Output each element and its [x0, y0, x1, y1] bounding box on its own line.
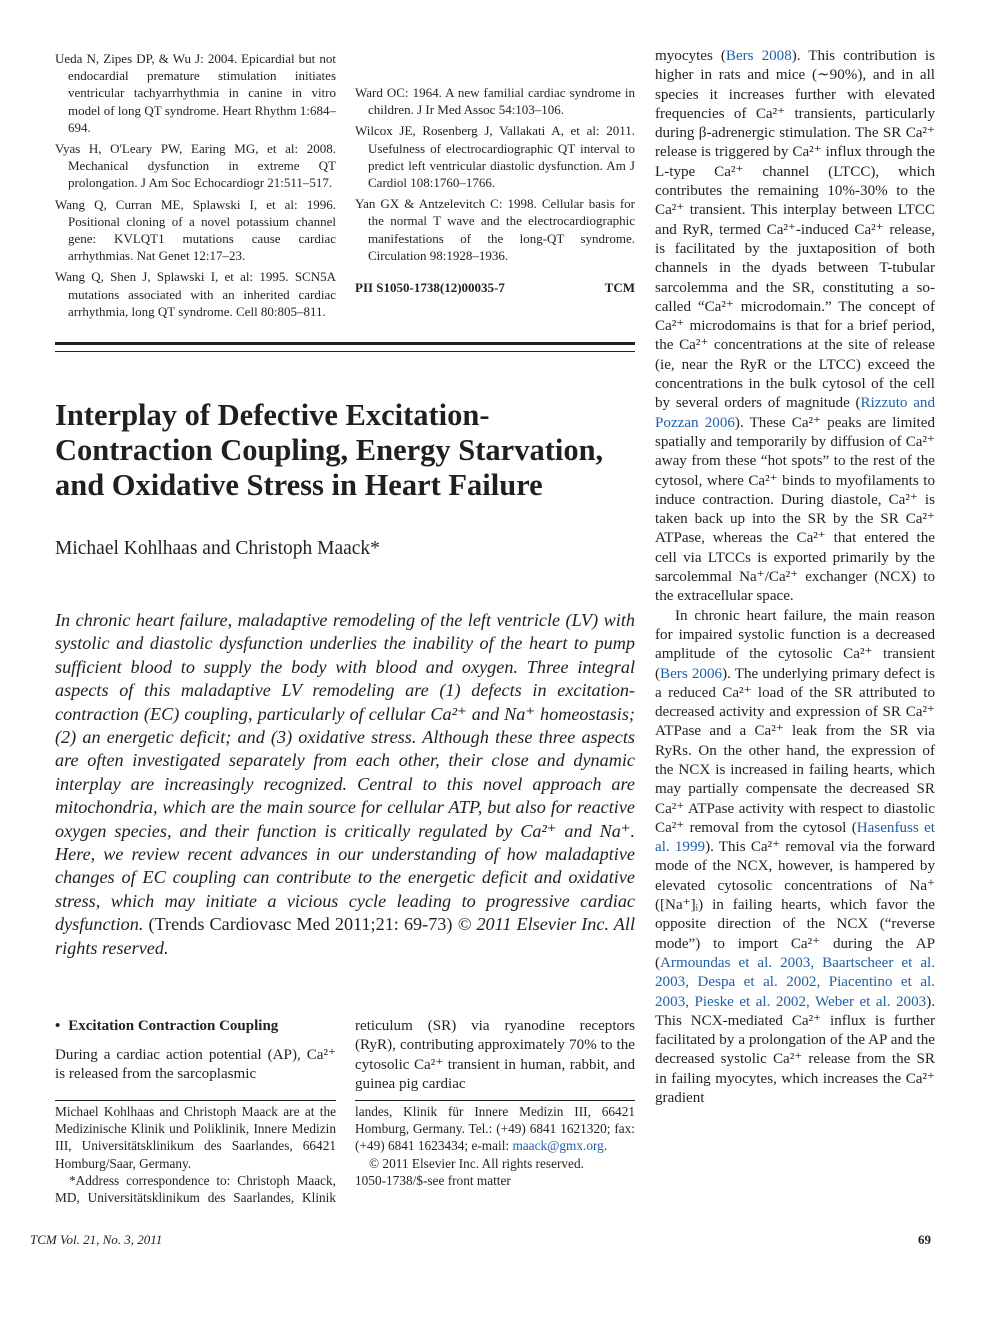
reference-list-col2	[355, 84, 635, 296]
text-run: ). This NCX-mediated Ca²⁺ influx is further facilitated by a prolongation of the AP and the decreased systolic Ca²⁺ release from the SR in failing myocytes, which increases the Ca²⁺ gradient	[655, 993, 935, 1107]
footnote-rule-col2	[355, 1100, 635, 1101]
citation-link[interactable]: Bers 2006	[660, 665, 723, 682]
page-number: 69	[918, 1232, 931, 1247]
reference-item: Wang Q, Shen J, Splawski I, et al: 1995. SCN5A mutations associated with an inherited cardiac arrhythmia, long QT syndrome. Cell 80:805–811.	[55, 269, 336, 319]
footnote-issn: 1050-1738/$-see front matter	[355, 1172, 511, 1188]
reference-item: Ward OC: 1964. A new familial cardiac syndrome in children. J Ir Med Assoc 54:103–106.	[355, 85, 635, 118]
body-paragraph: reticulum (SR) via ryanodine receptors (RyR), contributing approximately 70% to the cytosolic Ca²⁺ transient in human, rabbit, and guinea pig cardiac	[355, 1018, 635, 1092]
abstract-citation: (Trends Cardiovasc Med 2011;21: 69-73)	[148, 914, 453, 935]
article-title: Interplay of Defective Excitation-Contraction Coupling, Energy Starvation, and Oxidative Stress in Heart Failure	[55, 398, 604, 502]
text-run: ). This Ca²⁺ removal via the forward mode of the NCX, however, is hampered by elevated cytosolic concentrations of Na⁺ ([Na⁺]ᵢ) in failing hearts, which favor the opposite direction of the NCX (“reverse mode”) to import Ca²⁺ during the AP (	[655, 839, 935, 971]
journal-footer: TCM Vol. 21, No. 3, 2011	[30, 1232, 163, 1247]
section-divider-thick	[55, 342, 635, 345]
pii-journal: TCM	[604, 280, 635, 296]
footnote-col2	[355, 1103, 635, 1189]
body-paragraph: During a cardiac action potential (AP), Ca²⁺ is released from the sarcoplasmic	[55, 1047, 336, 1083]
pii-code: PII S1050-1738(12)00035-7	[355, 280, 505, 296]
citation-link[interactable]: Hasenfuss et al. 1999	[655, 819, 935, 856]
reference-item: Wang Q, Curran ME, Splawski I, et al: 1996. Positional cloning of a novel potassium channel gene: KVLQT1 mutations cause cardiac arrhythmias. Nat Genet 12:17–23.	[55, 196, 336, 264]
body-col2	[355, 1017, 635, 1094]
reference-item: Yan GX & Antzelevitch C: 1998. Cellular basis for the normal T wave and the electrocardiographic manifestations of the long-QT syndrome. Circulation 98:1928–1936.	[355, 196, 635, 263]
section-heading	[55, 1017, 336, 1036]
email-link[interactable]: maack@gmx.org	[512, 1138, 604, 1154]
text-run: ). The underlying primary defect is a reduced Ca²⁺ load of the SR attributed to decreased activity and expression of SR Ca²⁺ ATPase and a Ca²⁺ leak from the SR via RyRs. On the other hand, the expression of the NCX is increased in failing hearts, which may partially compensate the decreased SR Ca²⁺ ATPase activity with respect to diastolic Ca²⁺ removal from the cytosol (	[655, 665, 935, 836]
article-authors: Michael Kohlhaas and Christoph Maack*	[55, 538, 380, 559]
footnote-affiliation: Michael Kohlhaas and Christoph Maack are at the Medizinische Klinik und Poliklinik, Innere Medizin III, Universitätsklinikum des Saarlandes, 66421 Homburg/Saar, Germany.	[55, 1104, 336, 1171]
footnote-copyright: © 2011 Elsevier Inc. All rights reserved.	[369, 1155, 584, 1171]
text-run: In chronic heart failure, the main reason for impaired systolic function is a decreased amplitude of the cytosolic Ca²⁺ transient (	[655, 607, 935, 682]
pii-line	[355, 280, 635, 296]
bullet-icon: •	[55, 1018, 61, 1034]
body-col1	[55, 1017, 336, 1085]
body-col3	[655, 47, 935, 1108]
reference-list-col1	[55, 50, 336, 324]
abstract	[55, 609, 635, 960]
reference-item: Vyas H, O'Leary PW, Earing MG, et al: 2008. Mechanical dysfunction in extreme QT prolongation. J Am Soc Echocardiogr 21:511–517.	[55, 141, 336, 191]
reference-item: Ueda N, Zipes DP, & Wu J: 2004. Epicardial but not endocardial premature stimulation initiates ventricular tachyarrhythmia in canine in vitro model of long QT syndrome. Heart Rhythm 1:684–694.	[55, 51, 336, 135]
section-divider-thin	[55, 351, 635, 352]
section-heading-text: Excitation Contraction Coupling	[68, 1018, 279, 1034]
footnote-col1	[55, 1103, 336, 1206]
reference-item: Wilcox JE, Rosenberg J, Vallakati A, et al: 2011. Usefulness of electrocardiographic QT interval to predict left ventricular diastolic dysfunction. Am J Cardiol 108:1760–1766.	[355, 123, 635, 191]
abstract-copyright: © 2011 Elsevier Inc. All rights reserved.	[55, 914, 635, 958]
text-run: ). These Ca²⁺ peaks are limited spatially and temporarily by diffusion of Ca²⁺ away from these “hot spots” to the rest of the cytosol, where Ca²⁺ binds to myofilaments to induce contraction. During diastole, Ca²⁺ is taken back up into the SR by the SR Ca²⁺ ATPase, whereas the Ca²⁺ that entered the cell via LTCCs is exported primarily by the sarcolemmal Na⁺/Ca²⁺ exchanger (NCX) to the extracellular space.	[655, 414, 935, 605]
body-paragraph	[655, 47, 935, 607]
footnote-correspondence-cont: landes, Klinik für Innere Medizin III, 66421 Homburg, Germany. Tel.: (+49) 6841 1621320; fax: (+49) 6841 1623434; e-mail: maack@gmx.org.	[355, 1104, 635, 1154]
footnote-correspondence: *Address correspondence to: Christoph Maack, MD, Universitätsklinikum des Saarlandes, Klinik	[55, 1172, 336, 1206]
footnote-rule-col1	[55, 1100, 336, 1101]
citation-link[interactable]: Rizzuto and Pozzan 2006	[655, 395, 936, 431]
abstract-text: In chronic heart failure, maladaptive remodeling of the left ventricle (LV) with systolic and diastolic dysfunction underlies the inability of the heart to pump sufficient blood to supply the body with blood and oxygen. Three integral aspects of this maladaptive LV remodeling are (1) defects in excitation-contraction (EC) coupling, particularly of cellular Ca²⁺ and Na⁺ homeostasis; (2) an energetic deficit; and (3) oxidative stress. Although these three aspects are often investigated separately from each other, their close and dynamic interplay are increasingly recognized. Central to this novel approach are mitochondria, which are the main source for cellular ATP, but also for reactive oxygen species, and their function is critically regulated by Ca²⁺ and Na⁺. Here, we review recent advances in our understanding of how maladaptive changes of EC coupling can contribute to the energetic deficit and oxidative stress, which may initiate a vicious cycle leading to progressive cardiac dysfunction.	[55, 610, 635, 935]
text-run: myocytes (	[655, 48, 726, 64]
citation-link[interactable]: Armoundas et al. 2003, Baartscheer et al. 2003, Despa et al. 2002, Piacentino et al. 2003, Pieske et al. 2002, Weber et al. 2003	[655, 954, 935, 1010]
citation-link[interactable]: Bers 2008	[725, 48, 792, 64]
body-paragraph	[655, 607, 935, 1109]
text-run: ). This contribution is higher in rats and mice (∼90%), and in all species it increases further with elevated frequencies of Ca²⁺ transients, particularly during β-adrenergic stimulation. The SR Ca²⁺ release is triggered by Ca²⁺ influx through the L-type Ca²⁺ channel (LTCC), which contributes the remaining 10%-30% to the Ca²⁺ transient. This interplay between LTCC and RyR, termed Ca²⁺-induced Ca²⁺ release, is facilitated by the juxtaposition of both channels in the dyads between T-tubular sarcolemma and the SR, constituting a so-called “Ca²⁺ microdomain.” The concept of Ca²⁺ microdomains is that for a brief period, the Ca²⁺ concentrations at the site of release (ie, near the RyR or the LTCC) exceed the concentrations in the bulk cytosol of the cell by several orders of magnitude (	[655, 48, 935, 412]
